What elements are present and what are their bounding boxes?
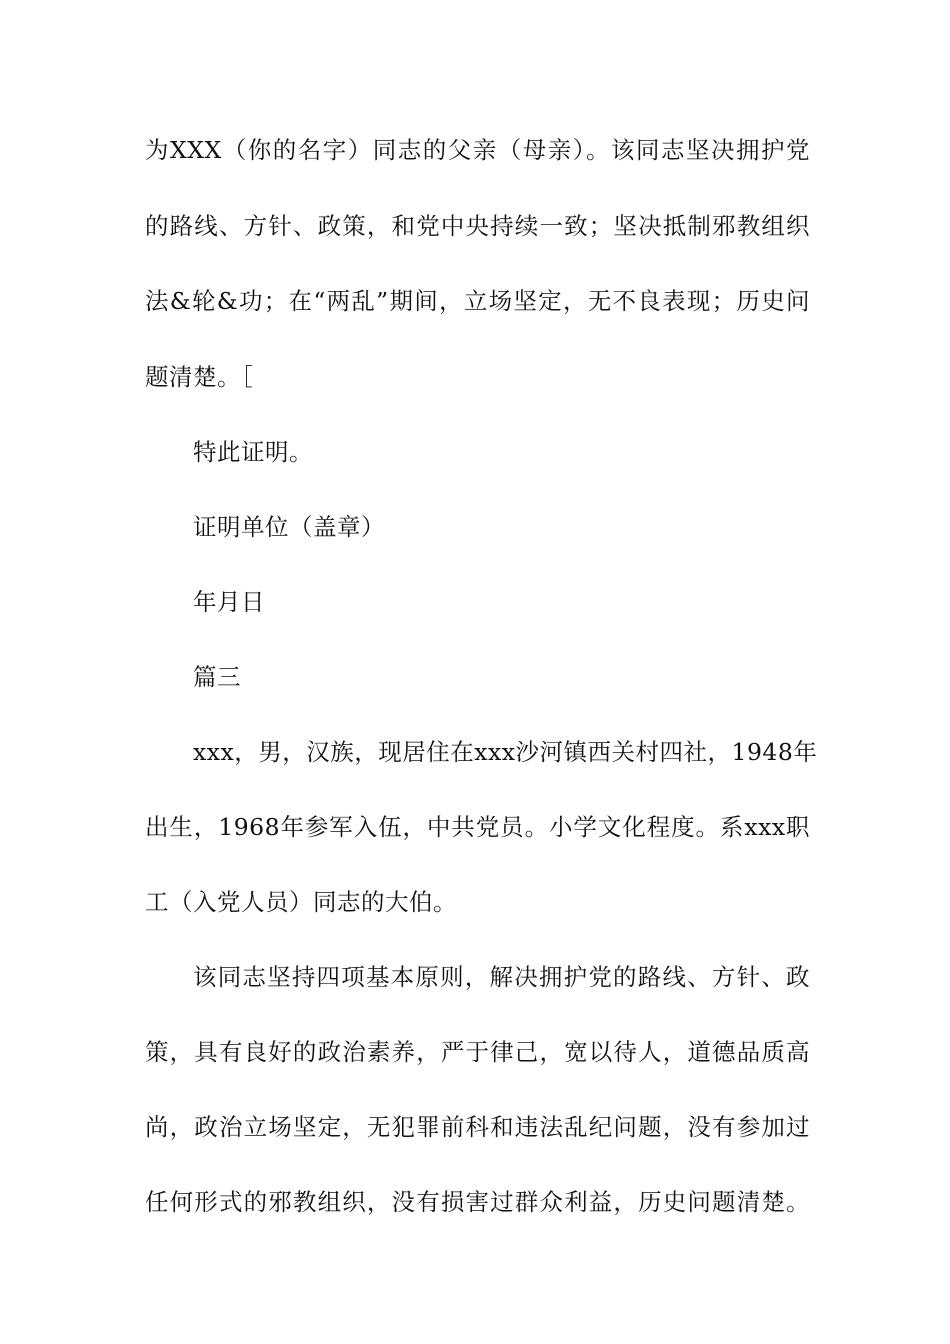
certifying-unit-seal: 证明单位（盖章）	[193, 513, 385, 541]
section-heading: 篇三	[193, 663, 241, 691]
paragraph-line: 法&轮&功；在“两乱”期间，立场坚定，无不良表现；历史问	[145, 287, 810, 315]
date-line: 年月日	[193, 588, 265, 616]
paragraph-line: 出生，1968年参军入伍，中共党员。小学文化程度。系xxx职	[145, 813, 810, 841]
certification-statement: 特此证明。	[193, 438, 313, 466]
paragraph-line: 策，具有良好的政治素养，严于律己，宽以待人，道德品质高	[145, 1038, 810, 1066]
paragraph-line: 题清楚。［	[145, 363, 254, 391]
paragraph-line: 任何形式的邪教组织，没有损害过群众利益，历史问题清楚。	[145, 1188, 810, 1216]
paragraph-line: 为XXX（你的名字）同志的父亲（母亲）。该同志坚决拥护党	[145, 136, 810, 164]
paragraph-line: 的路线、方针、政策，和党中央持续一致；坚决抵制邪教组织	[145, 212, 810, 240]
paragraph-line: 尚，政治立场坚定，无犯罪前科和违法乱纪问题，没有参加过	[145, 1113, 810, 1141]
paragraph-line: 该同志坚持四项基本原则，解决拥护党的路线、方针、政	[193, 963, 810, 991]
paragraph-line: xxx，男，汉族，现居住在xxx沙河镇西关村四社，1948年	[193, 738, 818, 766]
paragraph-line: 工（入党人员）同志的大伯。	[145, 888, 457, 916]
